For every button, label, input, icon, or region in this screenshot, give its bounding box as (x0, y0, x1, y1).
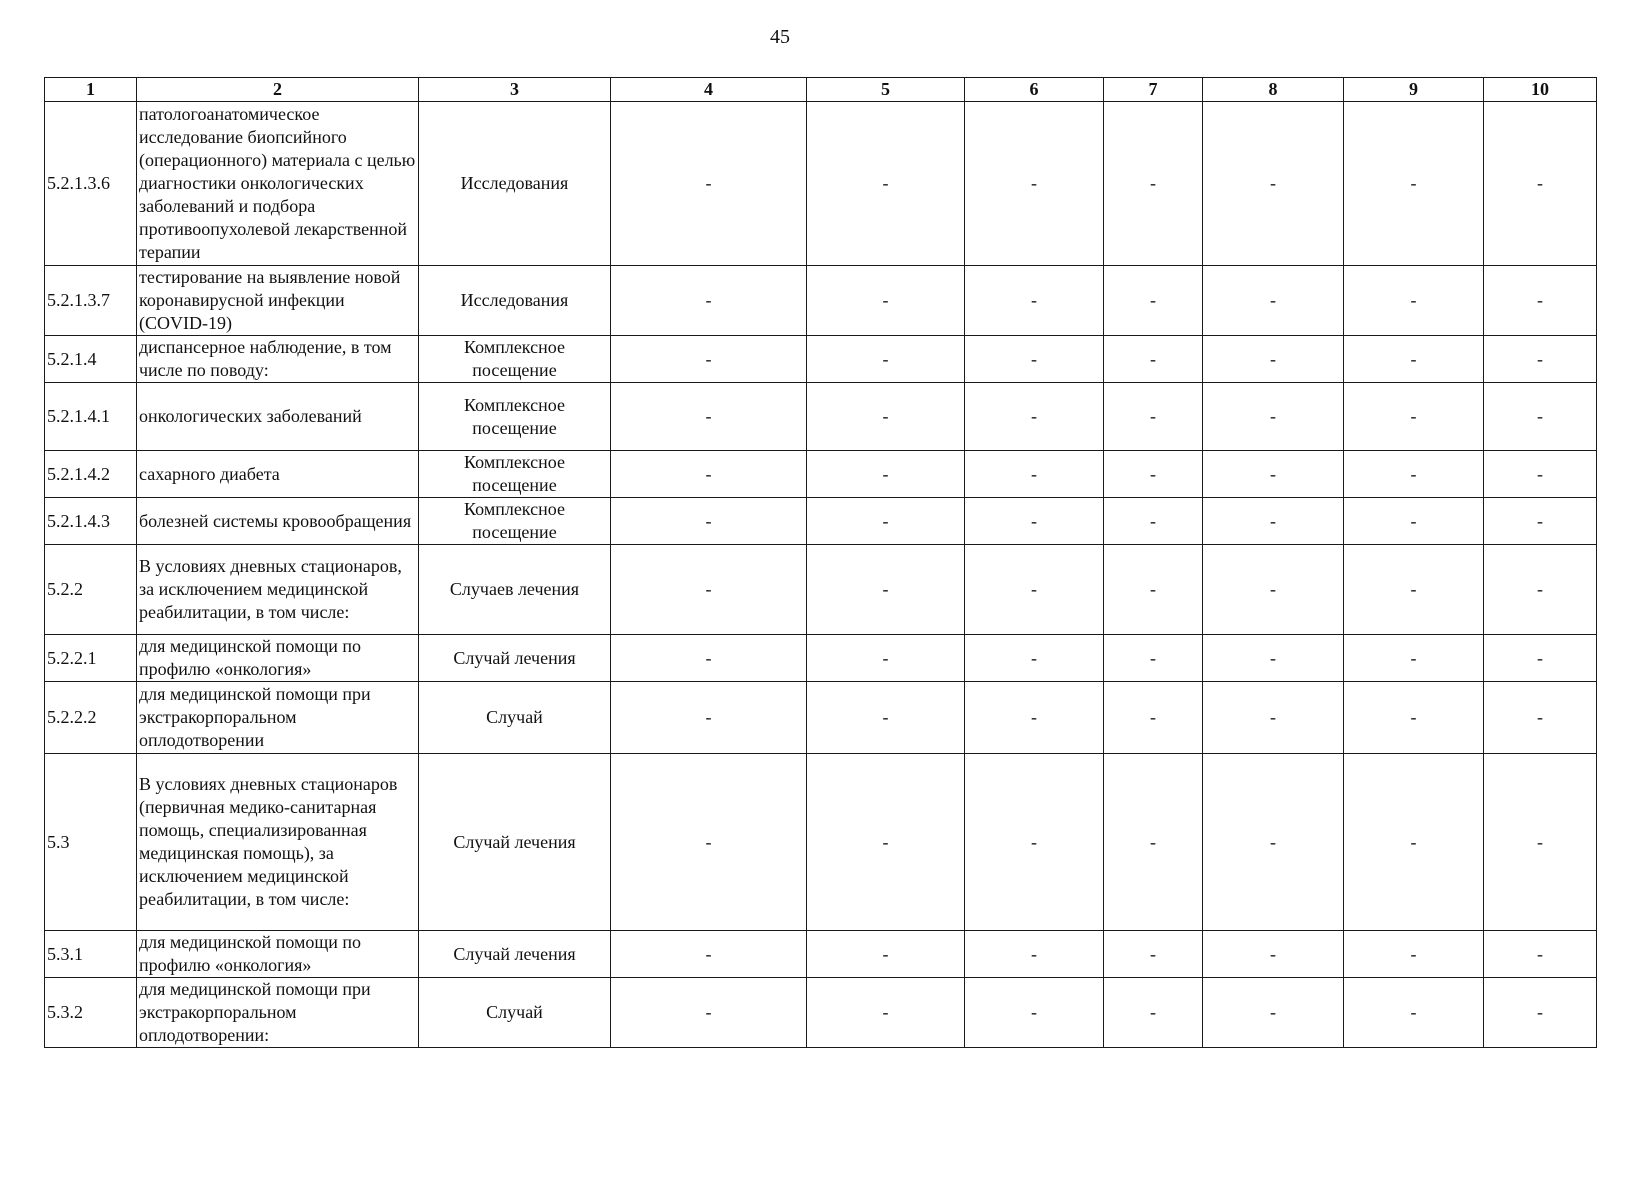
row-value-cell: - (965, 635, 1104, 682)
row-value-cell: - (807, 931, 965, 978)
row-code-cell: 5.2.2.1 (45, 635, 137, 682)
row-name-cell: для медицинской помощи по профилю «онкология» (137, 635, 419, 682)
row-unit-cell: Случай (419, 978, 611, 1048)
row-value-cell: - (1104, 102, 1203, 266)
row-value-cell: - (1104, 754, 1203, 931)
row-name-cell: болезней системы кровообращения (137, 498, 419, 545)
row-code-cell: 5.3.2 (45, 978, 137, 1048)
row-value-cell: - (1104, 978, 1203, 1048)
row-unit-cell: Исследования (419, 266, 611, 336)
row-value-cell: - (1344, 383, 1484, 451)
row-value-cell: - (1344, 266, 1484, 336)
table-row (45, 266, 1597, 336)
row-name-cell: В условиях дневных стационаров (первичная медико-санитарная помощь, специализированная медицинская помощь), за исключением медицинской реабилитации, в том числе: (137, 754, 419, 931)
row-value-cell: - (611, 754, 807, 931)
row-value-cell: - (965, 266, 1104, 336)
row-code-cell: 5.2.1.4.3 (45, 498, 137, 545)
table-row (45, 383, 1597, 451)
column-header: 7 (1104, 78, 1203, 102)
row-value-cell: - (611, 682, 807, 754)
row-value-cell: - (1484, 266, 1597, 336)
row-value-cell: - (1104, 498, 1203, 545)
row-unit-cell: Комплексное посещение (419, 336, 611, 383)
row-value-cell: - (965, 336, 1104, 383)
row-value-cell: - (611, 383, 807, 451)
row-unit-cell: Исследования (419, 102, 611, 266)
row-value-cell: - (1344, 682, 1484, 754)
row-value-cell: - (1203, 545, 1344, 635)
table-row (45, 545, 1597, 635)
table-row (45, 451, 1597, 498)
row-value-cell: - (965, 682, 1104, 754)
row-unit-cell: Случаев лечения (419, 545, 611, 635)
row-value-cell: - (965, 978, 1104, 1048)
column-header: 5 (807, 78, 965, 102)
row-value-cell: - (1104, 451, 1203, 498)
row-value-cell: - (611, 931, 807, 978)
row-value-cell: - (965, 102, 1104, 266)
row-value-cell: - (807, 754, 965, 931)
row-value-cell: - (1344, 931, 1484, 978)
row-name-cell: В условиях дневных стационаров, за исключением медицинской реабилитации, в том числе: (137, 545, 419, 635)
row-name-cell: онкологических заболеваний (137, 383, 419, 451)
row-value-cell: - (807, 498, 965, 545)
row-value-cell: - (1203, 978, 1344, 1048)
row-value-cell: - (965, 545, 1104, 635)
row-value-cell: - (611, 498, 807, 545)
row-value-cell: - (1104, 931, 1203, 978)
row-value-cell: - (807, 336, 965, 383)
row-code-cell: 5.3.1 (45, 931, 137, 978)
row-value-cell: - (1203, 498, 1344, 545)
column-header: 1 (45, 78, 137, 102)
row-value-cell: - (1203, 754, 1344, 931)
row-name-cell: патологоанатомическое исследование биопсийного (операционного) материала с целью диагностики онкологических заболеваний и подбора противоопухолевой лекарственной терапии (137, 102, 419, 266)
row-name-cell: диспансерное наблюдение, в том числе по поводу: (137, 336, 419, 383)
row-value-cell: - (965, 498, 1104, 545)
column-header: 10 (1484, 78, 1597, 102)
row-name-cell: для медицинской помощи при экстракорпоральном оплодотворении: (137, 978, 419, 1048)
row-value-cell: - (807, 383, 965, 451)
row-value-cell: - (1344, 102, 1484, 266)
row-value-cell: - (1344, 545, 1484, 635)
row-value-cell: - (1484, 682, 1597, 754)
row-value-cell: - (1104, 682, 1203, 754)
row-unit-cell: Случай (419, 682, 611, 754)
row-code-cell: 5.3 (45, 754, 137, 931)
row-unit-cell: Комплексное посещение (419, 383, 611, 451)
row-value-cell: - (1104, 266, 1203, 336)
row-value-cell: - (1104, 336, 1203, 383)
row-value-cell: - (1203, 931, 1344, 978)
column-header: 3 (419, 78, 611, 102)
row-value-cell: - (1484, 383, 1597, 451)
table-row (45, 498, 1597, 545)
row-code-cell: 5.2.1.4.1 (45, 383, 137, 451)
row-value-cell: - (965, 451, 1104, 498)
row-value-cell: - (1484, 754, 1597, 931)
row-value-cell: - (1344, 978, 1484, 1048)
table-row (45, 102, 1597, 266)
row-value-cell: - (611, 545, 807, 635)
row-value-cell: - (1203, 383, 1344, 451)
row-unit-cell: Случай лечения (419, 635, 611, 682)
row-code-cell: 5.2.1.4.2 (45, 451, 137, 498)
row-code-cell: 5.2.1.4 (45, 336, 137, 383)
column-header: 6 (965, 78, 1104, 102)
row-value-cell: - (807, 451, 965, 498)
row-name-cell: сахарного диабета (137, 451, 419, 498)
row-value-cell: - (1484, 451, 1597, 498)
table-row (45, 682, 1597, 754)
data-table (44, 77, 1597, 1048)
row-code-cell: 5.2.2.2 (45, 682, 137, 754)
row-value-cell: - (965, 931, 1104, 978)
row-value-cell: - (1484, 931, 1597, 978)
row-value-cell: - (611, 102, 807, 266)
column-header: 8 (1203, 78, 1344, 102)
row-value-cell: - (965, 754, 1104, 931)
table-row (45, 978, 1597, 1048)
row-value-cell: - (1484, 635, 1597, 682)
column-header: 4 (611, 78, 807, 102)
row-value-cell: - (807, 102, 965, 266)
row-code-cell: 5.2.1.3.7 (45, 266, 137, 336)
row-value-cell: - (1104, 545, 1203, 635)
row-unit-cell: Комплексное посещение (419, 451, 611, 498)
table-row (45, 931, 1597, 978)
row-value-cell: - (611, 336, 807, 383)
row-value-cell: - (965, 383, 1104, 451)
column-header: 2 (137, 78, 419, 102)
row-unit-cell: Случай лечения (419, 754, 611, 931)
row-value-cell: - (611, 635, 807, 682)
column-header: 9 (1344, 78, 1484, 102)
row-value-cell: - (807, 635, 965, 682)
row-value-cell: - (1484, 978, 1597, 1048)
table-row (45, 635, 1597, 682)
row-code-cell: 5.2.2 (45, 545, 137, 635)
row-value-cell: - (807, 978, 965, 1048)
row-value-cell: - (1203, 451, 1344, 498)
row-name-cell: для медицинской помощи по профилю «онкология» (137, 931, 419, 978)
row-value-cell: - (807, 545, 965, 635)
row-value-cell: - (1344, 498, 1484, 545)
row-value-cell: - (611, 451, 807, 498)
row-name-cell: для медицинской помощи при экстракорпоральном оплодотворении (137, 682, 419, 754)
row-value-cell: - (611, 266, 807, 336)
row-value-cell: - (1104, 635, 1203, 682)
row-value-cell: - (1344, 451, 1484, 498)
row-unit-cell: Случай лечения (419, 931, 611, 978)
row-value-cell: - (1344, 754, 1484, 931)
row-value-cell: - (1484, 498, 1597, 545)
row-value-cell: - (1203, 682, 1344, 754)
row-value-cell: - (1203, 102, 1344, 266)
row-unit-cell: Комплексное посещение (419, 498, 611, 545)
table-body (45, 102, 1597, 1048)
page-number: 45 (770, 26, 790, 48)
table-row (45, 336, 1597, 383)
row-value-cell: - (807, 266, 965, 336)
row-value-cell: - (611, 978, 807, 1048)
row-name-cell: тестирование на выявление новой коронавирусной инфекции (COVID-19) (137, 266, 419, 336)
row-value-cell: - (1484, 336, 1597, 383)
row-value-cell: - (807, 682, 965, 754)
row-value-cell: - (1203, 635, 1344, 682)
row-value-cell: - (1484, 545, 1597, 635)
row-value-cell: - (1484, 102, 1597, 266)
header-row (45, 78, 1597, 102)
row-value-cell: - (1203, 336, 1344, 383)
row-value-cell: - (1344, 336, 1484, 383)
row-value-cell: - (1104, 383, 1203, 451)
row-value-cell: - (1203, 266, 1344, 336)
row-code-cell: 5.2.1.3.6 (45, 102, 137, 266)
table-row (45, 754, 1597, 931)
row-value-cell: - (1344, 635, 1484, 682)
